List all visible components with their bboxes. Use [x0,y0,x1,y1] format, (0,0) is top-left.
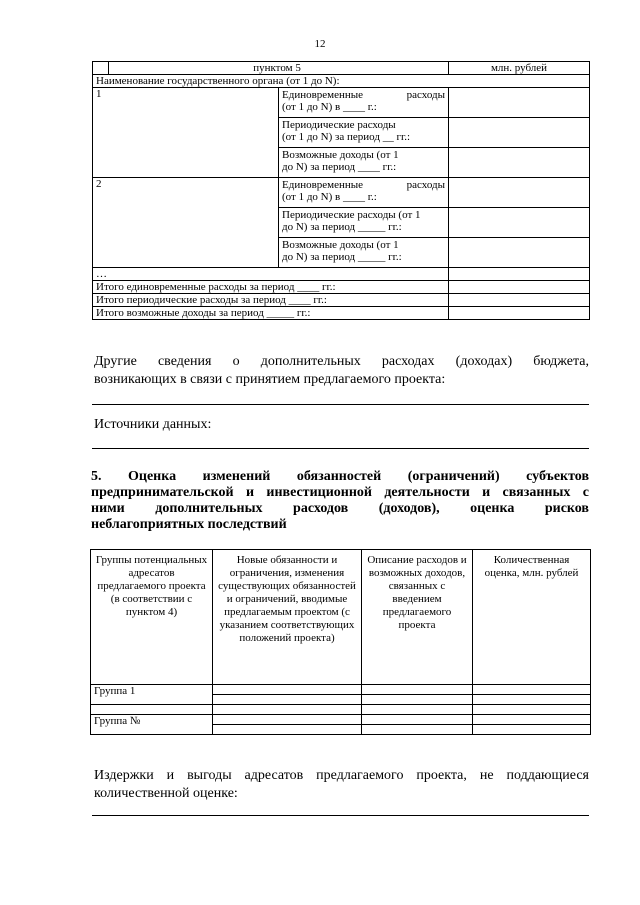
other-info-paragraph: Другие сведения о дополнительных расходах (доходах) бюджета, возникающих в связи с принятием предлагаемого проекта: [94,354,589,387]
section-5-heading: 5. Оценка изменений обязанностей (ограничений) субъектов предпринимательской и инвестиционной деятельности и связанных с ними дополнительных расходов (доходов), оценка рисков неблагоприятных последствий [91,469,589,532]
value-cell [449,307,590,320]
value-cell [449,88,590,118]
total-income: Итого возможные доходы за период _____ гг.: [93,307,449,320]
group-row-label: Группа № [91,715,213,735]
group-row-label: Группа 1 [91,685,213,705]
col-header-quant: Количественная оценка, млн. рублей [473,550,591,685]
org-header: Наименование государственного органа (от 1 до N): [93,75,590,88]
one-time-expenses-label: Единовременные расходы (от 1 до N) в ____ г.: [279,178,449,208]
value-cell [449,178,590,208]
obligations-table [90,549,591,735]
fill-line [92,815,589,816]
costs-paragraph: Издержки и выгоды адресатов предлагаемого проекта, не поддающиеся количественной оценке: [94,768,589,801]
fill-line [92,404,589,405]
one-time-expenses-label: Единовременные расходы (от 1 до N) в ____ г.: [279,88,449,118]
col-header-groups: Группы потенциальных адресатов предлагаемого проекта (в соответствии с пунктом 4) [91,550,213,685]
value-cell [449,281,590,294]
possible-income-label: Возможные доходы (от 1 до N) за период ____ гг.: [279,148,449,178]
ellipsis-row: … [93,268,449,281]
value-cell [449,238,590,268]
table1-top-left: пунктом 5 [109,62,449,75]
budget-table [92,61,590,320]
group-index: 2 [93,178,279,268]
total-one-time: Итого единовременные расходы за период ____ гг.: [93,281,449,294]
sources-label: Источники данных: [94,417,212,432]
possible-income-label: Возможные доходы (от 1 до N) за период _____ гг.: [279,238,449,268]
table1-top-right: млн. рублей [449,62,590,75]
col-header-description: Описание расходов и возможных доходов, связанных с введением предлагаемого проекта [362,550,473,685]
fill-line [92,448,589,449]
page-number: 12 [314,38,326,50]
value-cell [449,208,590,238]
periodic-expenses-label: Периодические расходы (от 1 до N) за период _____ гг.: [279,208,449,238]
total-periodic: Итого периодические расходы за период ____ гг.: [93,294,449,307]
value-cell [449,148,590,178]
periodic-expenses-label: Периодические расходы (от 1 до N) за период __ гг.: [279,118,449,148]
value-cell [449,294,590,307]
value-cell [449,118,590,148]
group-index: 1 [93,88,279,178]
col-header-obligations: Новые обязанности и ограничения, изменения существующих обязанностей и ограничений, вводимые предлагаемым проектом (с указанием соответствующих положений проекта) [213,550,362,685]
